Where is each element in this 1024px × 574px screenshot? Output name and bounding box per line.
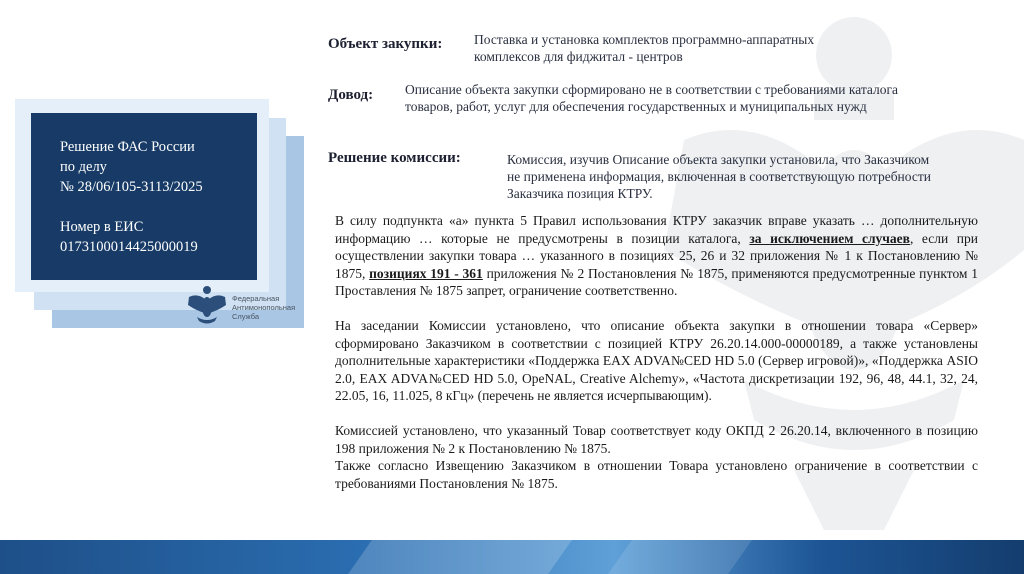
decision-line-1: Комиссия, изучив Описание объекта закупки установила, что Заказчиком (507, 152, 930, 167)
card-eis-number: 0173100014425000019 (60, 239, 198, 255)
decision-card (31, 113, 257, 280)
object-value (474, 31, 814, 65)
logo-line-2: Антимонопольная (232, 303, 296, 312)
card-title: Решение ФАС России (60, 139, 195, 155)
body-text (335, 212, 978, 492)
decision-label: Решение комиссии: (328, 150, 461, 166)
p1-part-c: приложения № 2 Постановления № 1875, применяются предусмотренные пунктом 1 Проставления № 1875 запрет, ограничение соответственно. (335, 265, 978, 298)
fas-eagle-logo-icon (185, 283, 229, 327)
argument-value (405, 81, 898, 115)
paragraph-ktru-rules (335, 212, 978, 300)
footer-band (0, 540, 1024, 574)
decision-line-3: Заказчика позиция КТРУ. (507, 186, 653, 201)
p1-underline-exceptions: за исключением случаев (749, 230, 910, 246)
card-case-label: по делу (60, 159, 107, 175)
paragraph-okpd-code: Комиссией установлено, что указанный Товар соответствует коду ОКПД 2 26.20.14, включенного в позицию 198 приложения № 2 к Постановлению № 1875. (335, 423, 978, 456)
object-line-2: комплексов для фиджитал - центров (474, 49, 683, 64)
fas-logo-text (232, 294, 295, 321)
argument-line-1: Описание объекта закупки сформировано не в соответствии с требованиями каталога (405, 82, 899, 97)
logo-line-1: Федеральная (232, 294, 280, 303)
object-label: Объект закупки: (328, 36, 443, 52)
object-line-1: Поставка и установка комплектов программно-аппаратных (474, 32, 815, 47)
decision-line-2: не применена информация, включенная в соответствующую потребности (507, 169, 931, 184)
argument-label: Довод: (328, 87, 374, 103)
argument-line-2: товаров, работ, услуг для обеспечения государственных и муниципальных нужд (405, 99, 867, 114)
paragraph-commission-findings: На заседании Комиссии установлено, что описание объекта закупки в отношении товара «Сервер» сформировано Заказчиком в соответствии с позицией КТРУ 26.20.14.000-00000189, а также установлены дополнительные характеристики «Поддержка EAX ADVA№CED HD 5.0 (Сервер игровой)», «Поддержка ASIO 2.0, EAX ADVA№CED HD 5.0, OpeN​AL, Creative Alchemy», «Частота дискретизации 192, 96, 48, 44.1, 32, 24, 22.05, 16, 11.025, 8 кГц» (перечень не является исчерпывающим). (335, 318, 978, 403)
p1-part-b: , если при осуществлении закупки товара … указанного в позициях 25, 26 и 32 приложения № 1 к Постановлению № 1875, (335, 230, 978, 281)
card-case-number: № 28/06/105-3113/2025 (60, 179, 203, 195)
decision-value (507, 151, 931, 202)
logo-line-3: Служба (232, 312, 260, 321)
p1-underline-positions: позициях 191 - 361 (369, 265, 483, 281)
paragraph-restriction: Также согласно Извещению Заказчиком в отношении Товара установлено ограничение в соответствии с требованиями Постановления № 1875. (335, 458, 978, 491)
p1-part-a: В силу подпункта «а» пункта 5 Правил использования КТРУ заказчик вправе указать … дополнительную информацию … которые не предусмотрены в позиции каталога, (335, 213, 978, 246)
card-eis-label: Номер в ЕИС (60, 219, 144, 235)
